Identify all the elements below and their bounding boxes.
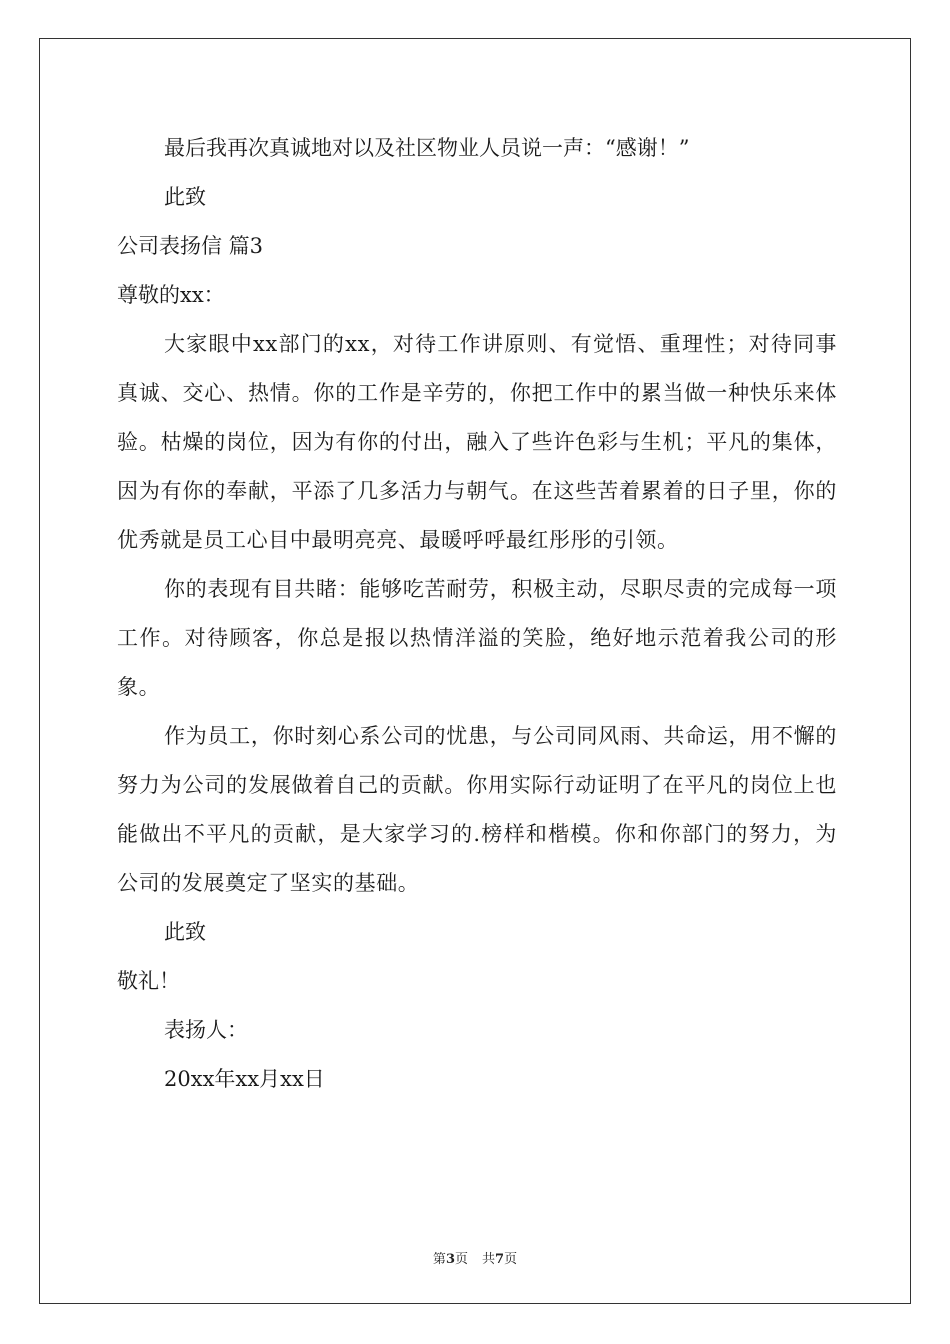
section-title: 公司表扬信 篇3 xyxy=(117,234,264,258)
total-suffix: 页 xyxy=(504,1252,518,1267)
salutation: 尊敬的xx： xyxy=(117,283,225,307)
jingli-line: 敬礼！ xyxy=(117,969,180,993)
signer-line: 表扬人： xyxy=(164,1018,248,1042)
document-body xyxy=(117,124,837,1104)
closing-thanks-line: 最后我再次真诚地对以及社区物业人员说一声：“感谢！” xyxy=(164,136,690,160)
paragraph-2: 你的表现有目共睹：能够吃苦耐劳，积极主动，尽职尽责的完成每一项工作。对待顾客，你总是报以热情洋溢的笑脸，绝好地示范着我公司的形象。 xyxy=(117,577,837,699)
page-total: 7 xyxy=(495,1252,505,1267)
page-footer xyxy=(0,1248,950,1267)
paragraph-3: 作为员工，你时刻心系公司的忧患，与公司同风雨、共命运，用不懈的努力为公司的发展做着自己的贡献。你用实际行动证明了在平凡的岗位上也能做出不平凡的贡献，是大家学习的.榜样和楷模。你和你部门的努力，为公司的发展奠定了坚实的基础。 xyxy=(117,724,837,895)
cizhi-line-2: 此致 xyxy=(164,920,206,944)
page-current: 3 xyxy=(445,1252,455,1267)
page-prefix: 第 xyxy=(432,1252,446,1267)
paragraph-1: 大家眼中xx部门的xx，对待工作讲原则、有觉悟、重理性；对待同事真诚、交心、热情。你的工作是辛劳的，你把工作中的累当做一种快乐来体验。枯燥的岗位，因为有你的付出，融入了些许色彩与生机；平凡的集体，因为有你的奉献，平添了几多活力与朝气。在这些苦着累着的日子里，你的优秀就是员工心目中最明亮亮、最暖呼呼最红彤彤的引领。 xyxy=(117,332,837,552)
total-prefix: 共 xyxy=(482,1252,496,1267)
cizhi-line: 此致 xyxy=(164,185,206,209)
page-suffix: 页 xyxy=(454,1252,468,1267)
date-line: 20xx年xx月xx日 xyxy=(164,1067,325,1091)
